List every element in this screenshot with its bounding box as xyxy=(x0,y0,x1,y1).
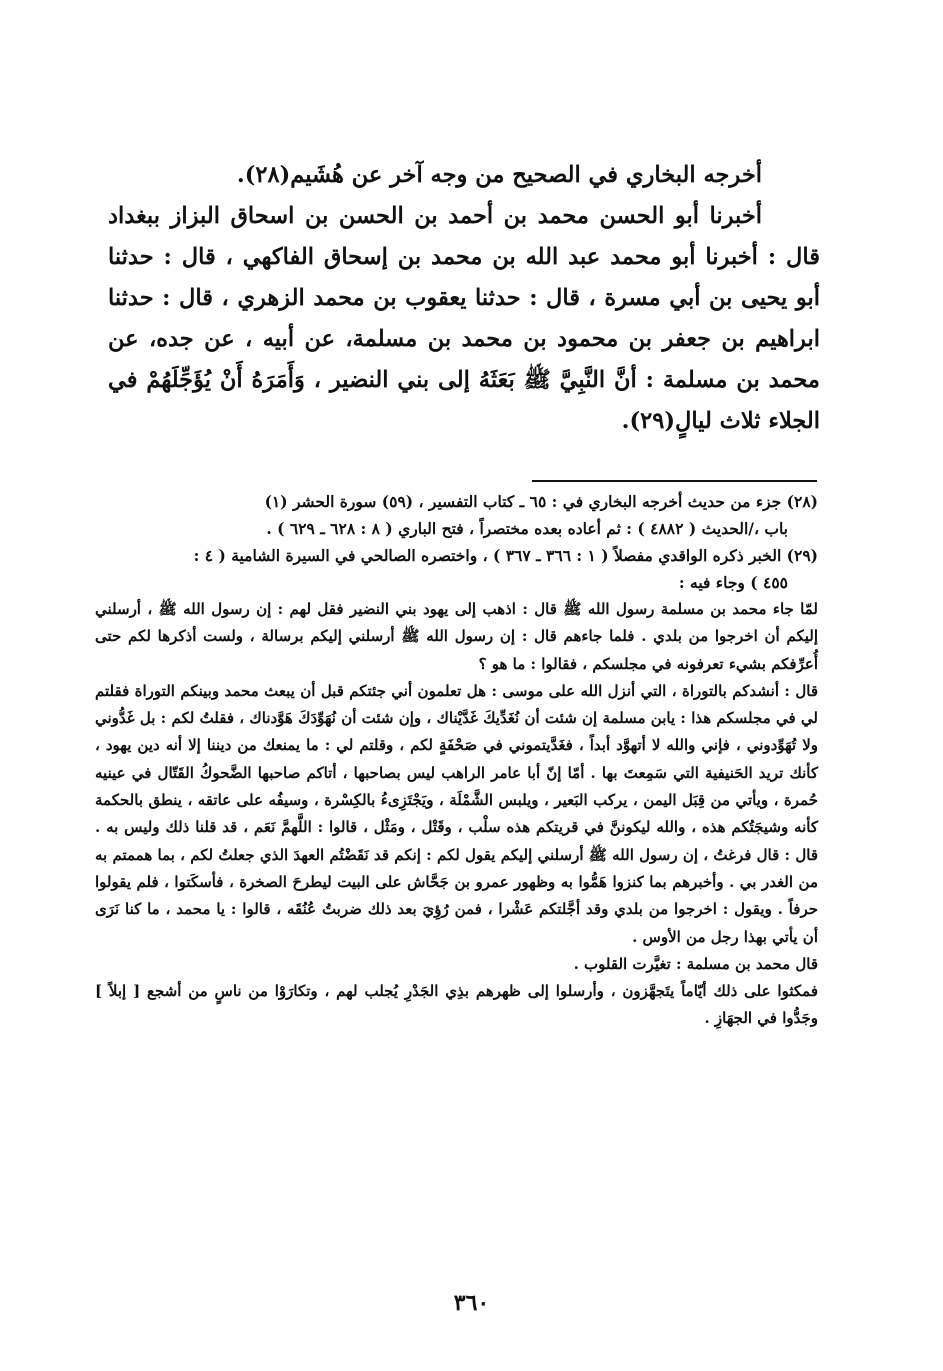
footnote-quote xyxy=(95,596,818,1033)
footnote-28-line-1: (٢٨) جزء من حديث أخرجه البخاري في : ٦٥ ـ كتاب التفسير ، (٥٩) سورة الحشر (١) xyxy=(264,492,818,511)
page-number: ٣٦٠ xyxy=(453,1290,490,1316)
quote-paragraph: قال : أنشدكم بالتوراة ، التي أنزل الله على موسى : هل تعلمون أني جئتكم قبل أن يبعث محمد وبينكم التوراة فقلتم لي في مجلسكم هذا : يابن مسلمة إن شئت أن نُغَدِّيكَ غَدَّيْناك ، وإن شئت أن نُهَوِّدَكَ هَوَّدناك ، فقلتُ لكم : بل غَدُّوني ولا تُهَوِّدوني ، فإني والله لا أتهوَّد أبداً ، فغَدَّيتموني في صَحْفَةٍ لكم ، وقلتم لي : ما يمنعك من ديننا إلا أنه دين يهود ، كأنك تريد الحَنيفية التي سَمِعتَ بها . أمّا إنّ أبا عامر الراهب ليس بصاحبها ، أتاكم صاحبها الضَّحوكُ القَتّال في عينيه حُمرة ، ويأتي من قِبَل اليمن ، يركب البَعير ، ويلبس الشَّمْلَة ، ويَجْتَزِىءُ بالكِسْرة ، وسيفُه على عاتقه ، ينطق بالحكمة كأنه وشيجَتُكم هذه ، والله ليكوننَّ في قريتكم هذه سلْب ، وقَتْل ، ومَثْل ، قالوا : اللَّهمَّ نَعَم ، قد قلنا ذلك وليس به . قال : قال فرغتُ ، إن رسول الله ﷺ أرسلني إليكم يقول لكم : إنكم قد نَقَضْتُم العهدَ الذي جعلتُ لكم ، بما هممتم به من الغدر بي . وأخبرهم بما كنزوا هَمُّوا به وظهور عمرو بن جَحَّاش على البيت ليطرحَ الصخرة ، فأسكَتوا ، فلم يقولوا حرفاً . ويقول : اخرجوا من بلدي وقد أجَّلتكم عَشْرا ، فمن رُؤِيَ بعد ذلك ضربتُ عُنُقَه ، قالوا : يا محمد ، ما كنا نَرَى أن يأتي بهذا رجل من الأوس . xyxy=(95,681,818,946)
footnote-separator xyxy=(532,480,817,482)
footnotes xyxy=(95,488,818,1033)
quote-paragraph: قال محمد بن مسلمة : تغيَّرت القلوب . xyxy=(573,954,818,973)
quote-paragraph: لمّا جاء محمد بن مسلمة رسول الله ﷺ قال : اذهب إلى يهود بني النضير فقل لهم : إن رسول الله ﷺ ، أرسلني إليكم أن اخرجوا من بلدي . فلما جاءهم قال : إن رسول الله ﷺ أرسلني إليكم برسالة ، ولست أذكرها لكم حتى أُعرِّفكم بشيء تعرفونه في مجلسكم ، فقالوا : ما هو ؟ xyxy=(95,600,818,673)
footnote-29-line-1: (٢٩) الخبر ذكره الواقدي مفصلاً ( ١ : ٣٦٦ ـ ٣٦٧ ) ، واختصره الصالحي في السيرة الشامية ( ٤ : xyxy=(193,546,818,565)
main-paragraph: أخرجه البخاري في الصحيح من وجه آخر عن هُشَيم(٢٨). xyxy=(236,162,762,188)
footnote-29-line-2: ٤٥٥ ) وجاء فيه : xyxy=(678,573,788,592)
footnote-28-line-2: باب ،/الحديث ( ٤٨٨٢ ) : ثم أعاده بعده مختصراً ، فتح الباري ( ٨ : ٦٢٨ ـ ٦٢٩ ) . xyxy=(266,519,788,538)
main-paragraph: أخبرنا أبو الحسن محمد بن أحمد بن الحسن بن اسحاق البزاز ببغداد قال : أخبرنا أبو محمد عبد الله بن محمد بن إسحاق الفاكهي ، قال : حدثنا أبو يحيى بن أبي مسرة ، قال : حدثنا يعقوب بن محمد الزهري ، قال : حدثنا ابراهيم بن جعفر بن محمود بن محمد بن مسلمة، عن أبيه ، عن جده، عن محمد بن مسلمة : أنَّ النَّبِيَّ ﷺ بَعَثَهُ إلى بني النضير ، وَأَمَرَهُ أَنْ يُؤَجِّلَهُمْ في الجلاء ثلاث ليالٍ(٢٩). xyxy=(108,203,820,434)
quote-paragraph: فمكثوا على ذلك أيّاماً يتَجهَّزون ، وأرسلوا إلى ظهرهم بذِي الجَدْرِ يُجلب لهم ، وتكارَوْا من ناسٍ من أشجع [ إبلاً ] وجَدُّوا في الجهَازِ . xyxy=(95,982,818,1028)
main-text xyxy=(108,155,820,442)
